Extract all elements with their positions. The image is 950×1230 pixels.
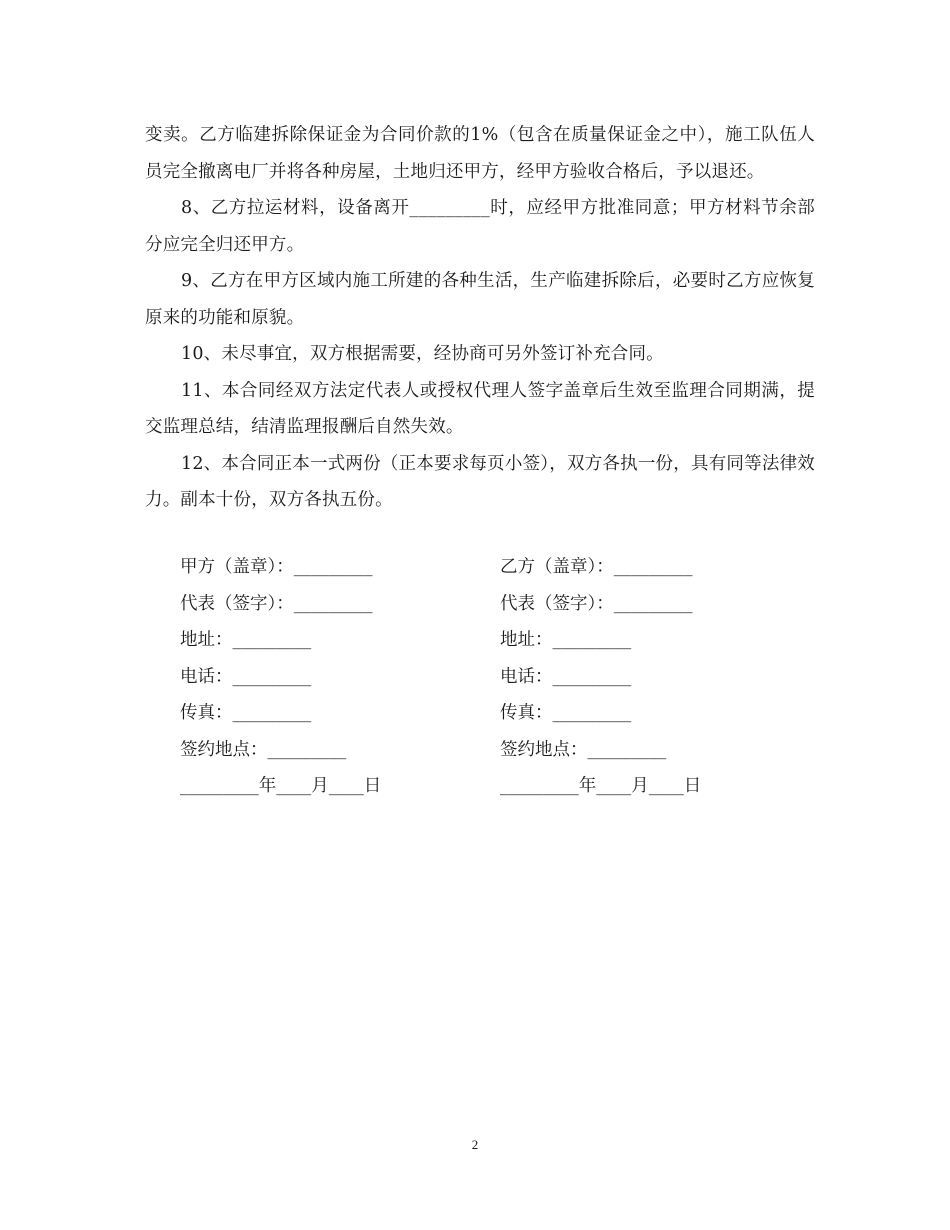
clause-8: 8、乙方拉运材料，设备离开_________时，应经甲方批准同意；甲方材料节余部分应完全归还甲方。: [145, 198, 815, 255]
party-b-address-field: 地址：_________: [500, 630, 632, 650]
party-a-fax-field: 传真：_________: [180, 703, 312, 723]
party-b-signing-location-field: 签约地点：_________: [500, 739, 667, 760]
party-b-date-field: _________年____月____日: [500, 776, 702, 796]
party-a-signing-location-field: 签约地点：_________: [180, 739, 347, 760]
signature-row-representative: [180, 586, 820, 623]
party-a-seal-field: 甲方（盖章）：_________: [180, 557, 373, 577]
party-a-date-field: _________年____月____日: [180, 776, 382, 796]
party-a-representative-field: 代表（签字）：_________: [180, 593, 373, 614]
signature-row-fax: [180, 695, 820, 732]
signature-row-address: [180, 622, 820, 659]
paragraph-continuation: 变卖。乙方临建拆除保证金为合同价款的1%（包含在质量保证金之中），施工队伍人员完全撤离电厂并将各种房屋，土地归还甲方，经甲方验收合格后，予以退还。: [145, 125, 815, 182]
signature-row-phone: [180, 659, 820, 696]
party-b-phone-field: 电话：_________: [500, 666, 632, 687]
signature-row-seal: [180, 549, 820, 586]
party-b-seal-field: 乙方（盖章）：_________: [500, 557, 693, 577]
clause-9: 9、乙方在甲方区域内施工所建的各种生活，生产临建拆除后，必要时乙方应恢复原来的功能和原貌。: [145, 271, 815, 328]
party-b-fax-field: 传真：_________: [500, 703, 632, 723]
signature-row-location: [180, 732, 820, 769]
clause-12: 12、本合同正本一式两份（正本要求每页小签），双方各执一份，具有同等法律效力。副本十份，双方各执五份。: [145, 453, 815, 510]
signature-block: [180, 549, 820, 805]
party-a-address-field: 地址：_________: [180, 630, 312, 650]
page-number: 2: [471, 1137, 479, 1152]
party-a-phone-field: 电话：_________: [180, 666, 312, 687]
clause-11: 11、本合同经双方法定代表人或授权代理人签字盖章后生效至监理合同期满，提交监理总结，结清监理报酬后自然失效。: [145, 380, 815, 437]
party-b-representative-field: 代表（签字）：_________: [500, 593, 693, 614]
signature-row-date: [180, 768, 820, 805]
contract-body: [145, 117, 815, 519]
clause-10: 10、未尽事宜，双方根据需要，经协商可另外签订补充合同。: [181, 344, 664, 364]
